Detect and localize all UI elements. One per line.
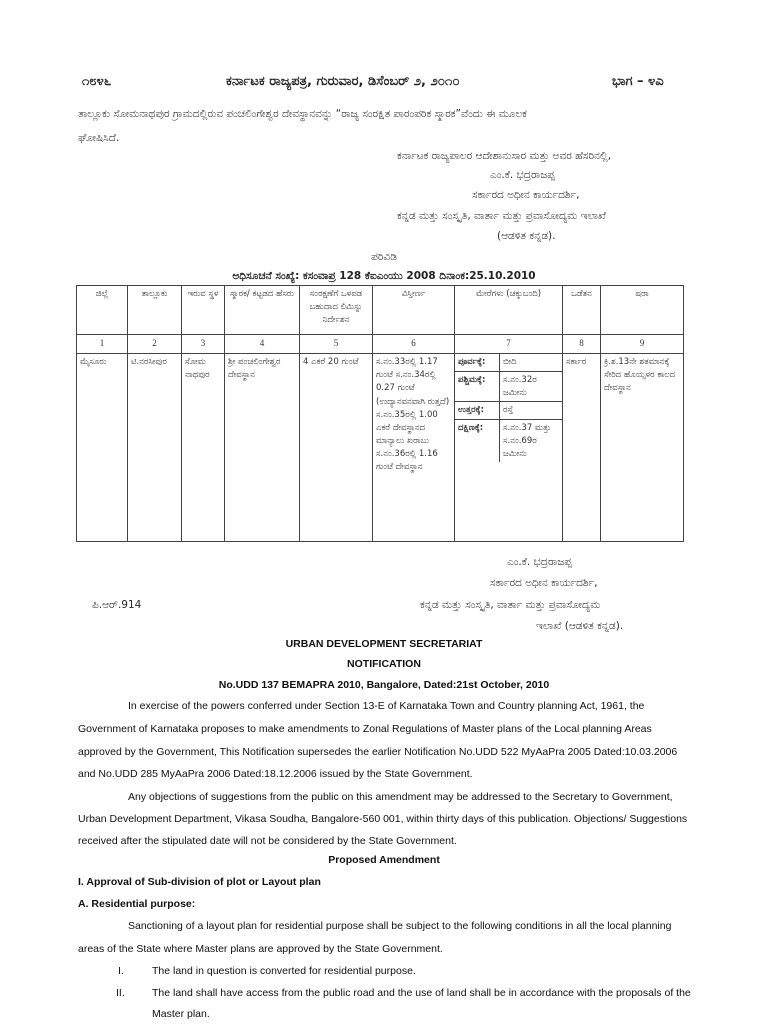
secretariat-heading: URBAN DEVELOPMENT SECRETARIAT (285, 638, 483, 650)
para1-line: In exercise of the powers conferred under Section 13-E of Karnataka Town and Country planning Act, 1961, the (128, 700, 645, 712)
list-item-number: II. (116, 987, 125, 999)
intro-line-2: ಘೋಷಿಸಿದೆ. (78, 132, 120, 144)
col-number: 1 (77, 335, 128, 354)
col-number: 6 (373, 335, 455, 354)
sign1-line1: ಕರ್ನಾಟಕ ರಾಜ್ಯಪಾಲರ ಆದೇಶಾನುಸಾರ ಮತ್ತು ಅವರ ಹೆಸರಿನಲ್ಲಿ, (397, 150, 612, 162)
boundary-direction: ಉತ್ತರಕ್ಕೆ: (455, 402, 500, 420)
cell-extent: ಸ.ನಂ.33ರಲ್ಲಿ 1.17 ಗುಂಟೆ ಸ.ನಂ.34ರಲ್ಲಿ 0.27 ಗುಂಟೆ (ಉದ್ಯಾನವನವಾಗಿ ರುತ್ತದೆ) ಸ.ನಂ.35ರಲ್ಲಿ 1.00 ಎಕರೆ ದೇವಸ್ಥಾನದ ಮಾನ್ಯಾಲು ಖರಾಬು ಸ.ನಂ.36ರಲ್ಲಿ 1.16 ಗುಂಟೆ ದೇವಸ್ಥಾನ (373, 354, 455, 542)
col-boundaries: ಮೇರೆಗಳು (ಚಕ್ಕುಬಂದಿ) (455, 286, 563, 335)
col-place: ಇರುವ ಸ್ಥಳ (182, 286, 225, 335)
section-1-heading: I. Approval of Sub-division of plot or Layout plan (78, 876, 321, 888)
sign1-name: ಎಂ.ಕೆ. ಭದ್ರರಾಜಪ್ಪ (490, 169, 555, 181)
section-a-heading: A. Residential purpose: (78, 898, 196, 910)
sign2-dept: ಕನ್ನಡ ಮತ್ತು ಸಂಸ್ಕೃತಿ, ವಾರ್ತಾ ಮತ್ತು ಪ್ರವಾಸೋದ್ಯಮ (420, 599, 601, 611)
cell-monument: ಶ್ರೀ ಪಂಚಲಿಂಗೇಶ್ವರ ದೇವಸ್ಥಾನ (225, 354, 300, 542)
para3-line: Sanctioning of a layout plan for residential purpose shall be subject to the following conditions in all the local planning (128, 920, 672, 932)
boundary-value: ಬೀದಿ (500, 354, 563, 371)
col-taluk: ತಾಲ್ಲೂಕು (128, 286, 182, 335)
sign2-ref: ಪಿ.ಆರ್.914 (92, 599, 142, 611)
notification-heading: NOTIFICATION (347, 658, 421, 670)
para2-line: Urban Development Department, Vikasa Soudha, Bangalore-560 001, within thirty days of this publication. Objections/ Suggestions (78, 813, 688, 825)
cell-place: ಸೋಮ ನಾಥಪುರ (182, 354, 225, 542)
boundary-direction: ಪಶ್ಚಿಮಕ್ಕೆ: (455, 371, 500, 402)
col-number: 8 (563, 335, 601, 354)
proposed-amendment-heading: Proposed Amendment (328, 854, 440, 866)
boundary-row (455, 402, 562, 420)
list-item-text: The land shall have access from the public road and the use of land shall be in accordance with the proposals of the (152, 987, 691, 999)
cell-boundaries (455, 354, 563, 542)
col-remarks: ಷರಾ (601, 286, 684, 335)
schedule-table (76, 285, 684, 542)
col-number: 4 (225, 335, 300, 354)
cell-remarks: ಕ್ರಿ.ಶ.13ನೇ ಶತಮಾನಕ್ಕೆ ಸೇರಿದ ಹೊಯ್ಸಳರ ಕಾಲದ ದೇವಸ್ಥಾನ (601, 354, 684, 542)
cell-owner: ಸರ್ಕಾರ (563, 354, 601, 542)
schedule-title: ಪರಿವಿಡಿ (371, 251, 397, 263)
schedule-header-row (77, 286, 684, 335)
cell-district: ಮೈಸೂರು (77, 354, 128, 542)
boundary-row (455, 354, 562, 371)
col-extent: ವಿಸ್ತೀರ್ಣ (373, 286, 455, 335)
para3-line: areas of the State where Master plans are approved by the State Government. (78, 943, 443, 955)
gazette-title: ಕರ್ನಾಟಕ ರಾಜ್ಯಪತ್ರ, ಗುರುವಾರ, ಡಿಸೆಂಬರ್ ೨, ೨೦೧೦ (226, 74, 460, 89)
sign2-designation: ಸರ್ಕಾರದ ಅಧೀನ ಕಾರ್ಯದರ್ಶಿ, (490, 577, 598, 589)
page-number: ೧೮೪೬ (82, 74, 112, 89)
col-monument: ಸ್ಮಾರಕ/ ಕಟ್ಟಡದ ಹೆಸರು (225, 286, 300, 335)
boundary-value: ರಸ್ತೆ (500, 402, 563, 420)
table-row (77, 354, 684, 542)
col-number: 3 (182, 335, 225, 354)
intro-line-1: ತಾಲ್ಲೂಕು ಸೋಮನಾಥಪುರ ಗ್ರಾಮದಲ್ಲಿರುವ ಪಂಚಲಿಂಗೇಶ್ವರ ದೇವಸ್ಥಾನವನ್ನು “ರಾಜ್ಯ ಸಂರಕ್ಷಿತ ಪಾರಂಪರಿಕ ಸ್ಮಾರಕ”ವೆಂದು ಈ ಮೂಲಕ (78, 108, 527, 120)
sign1-designation: ಸರ್ಕಾರದ ಅಧೀನ ಕಾರ್ಯದರ್ಶಿ, (472, 189, 580, 201)
sign1-section: (ಆಡಳಿತ ಕನ್ನಡ). (497, 230, 556, 242)
boundary-row (455, 420, 562, 463)
para1-line: Government of Karnataka proposes to make amendments to Zonal Regulations of Master plans of the Local planning Areas (78, 723, 652, 735)
col-district: ಜಿಲ್ಲೆ (77, 286, 128, 335)
list-item-text: The land in question is converted for residential purpose. (152, 965, 416, 977)
col-number: 7 (455, 335, 563, 354)
boundaries-table (455, 354, 562, 462)
boundary-value: ಸ.ನಂ.32ರ ಜಮೀನು (500, 371, 563, 402)
para2-line: Any objections of suggestions from the public on this amendment may be addressed to the Secretary to Government, (128, 791, 673, 803)
cell-protected-area: 4 ಎಕರೆ 20 ಗುಂಟೆ (300, 354, 373, 542)
para1-line: and No.UDD 285 MyAaPra 2006 Dated:18.12.2006 issued by the State Government. (78, 768, 473, 780)
list-item-continuation: Master plan. (152, 1008, 210, 1020)
schedule-number-row (77, 335, 684, 354)
col-number: 9 (601, 335, 684, 354)
schedule-subtitle: ಅಧಿಸೂಚನೆ ಸಂಖ್ಯೆ: ಕಸಂವಾಪ್ರ 128 ಕೆಐಎಂಯು 2008 ದಿನಾಂಕ:25.10.2010 (232, 270, 536, 282)
para1-line: approved by the Government, This Notification supersedes the earlier Notification No.UDD 522 MyAaPra 2005 Dated:10.03.2006 (78, 746, 678, 758)
boundary-row (455, 371, 562, 402)
list-item-number: I. (118, 965, 124, 977)
col-protected-area: ಸಂರಕ್ಷಣೆಗೆ ಒಳಪಡ ಬಹುದಾದ ಲಿಮಿಸ್ನು ನಿರ್ದೇಶನ (300, 286, 373, 335)
notification-number: No.UDD 137 BEMAPRA 2010, Bangalore, Dated:21st October, 2010 (218, 679, 550, 691)
para2-line: received after the stipulated date will not be considered by the State Government. (78, 835, 457, 847)
sign2-section: ಇಲಾಖೆ (ಆಡಳಿತ ಕನ್ನಡ). (536, 620, 624, 632)
col-number: 5 (300, 335, 373, 354)
sign1-dept: ಕನ್ನಡ ಮತ್ತು ಸಂಸ್ಕೃತಿ, ವಾರ್ತಾ ಮತ್ತು ಪ್ರವಾಸೋದ್ಯಮ ಇಲಾಖೆ (397, 210, 606, 222)
sign2-name: ಎಂ.ಕೆ. ಭದ್ರರಾಜಪ್ಪ (507, 556, 572, 568)
gazette-part: ಭಾಗ – ೪ಎ (612, 74, 664, 89)
col-number: 2 (128, 335, 182, 354)
boundary-direction: ಪೂರ್ವಕ್ಕೆ: (455, 354, 500, 371)
col-owner: ಒಡೆತನ (563, 286, 601, 335)
boundary-value: ಸ.ನಂ.37 ಮತ್ತು ಸ.ನಂ.69ರ ಜಮೀನು (500, 420, 563, 463)
cell-taluk: ಟಿ.ನರಸೀಪುರ (128, 354, 182, 542)
boundary-direction: ದಕ್ಷಿಣಕ್ಕೆ: (455, 420, 500, 463)
